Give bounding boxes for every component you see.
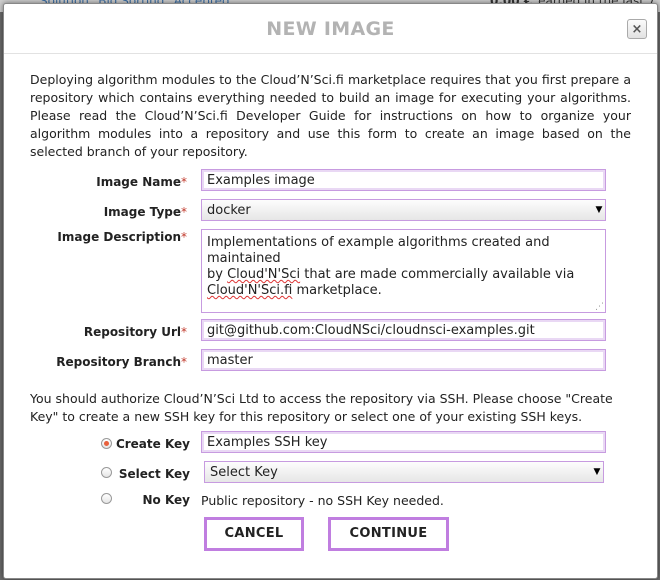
repository-url-label: Repository Url* bbox=[83, 325, 187, 339]
image-type-label: Image Type* bbox=[103, 205, 187, 219]
continue-button[interactable]: CONTINUE bbox=[328, 517, 449, 551]
intro-text: Deploying algorithm modules to the Cloud’N’Sci.fi marketplace requires that you first prepare a repository which contains everything needed to build an image for executing your algorithms. Please read the Cloud’N’Sci.fi Developer Guide for instructions on how to organize your algorithm modules into a repository and use this form to create an image based on the selected branch of your repository. bbox=[30, 72, 631, 159]
repository-branch-label: Repository Branch* bbox=[56, 355, 187, 369]
ssh-key-name-input[interactable]: Examples SSH key bbox=[201, 431, 606, 453]
ssh-key-select-value: Select Key bbox=[210, 465, 278, 480]
chevron-down-icon: ▼ bbox=[593, 467, 601, 477]
create-key-label[interactable]: Create Key bbox=[115, 437, 190, 451]
repository-branch-input[interactable]: master bbox=[201, 349, 606, 371]
resize-grip-icon[interactable]: ⋰ bbox=[595, 302, 604, 312]
no-key-label[interactable]: No Key bbox=[142, 493, 190, 507]
ssh-key-select[interactable] bbox=[204, 461, 604, 483]
ssh-instructions: You should authorize Cloud’N’Sci Ltd to access the repository via SSH. Please choose "Create Key" to create a new SSH key for this repository or select one of your existing SSH keys. bbox=[30, 391, 613, 424]
title-divider bbox=[4, 53, 657, 54]
image-type-value: docker bbox=[207, 203, 251, 218]
select-key-label[interactable]: Select Key bbox=[118, 467, 190, 481]
image-name-label: Image Name* bbox=[96, 175, 187, 189]
close-icon[interactable]: × bbox=[627, 19, 647, 39]
repository-url-input[interactable]: git@github.com:CloudNSci/cloudnsci-examples.git bbox=[201, 319, 606, 341]
description-line-3: Cloud'N'Sci.fi marketplace. bbox=[207, 283, 382, 298]
image-description-label: Image Description* bbox=[57, 230, 187, 244]
image-type-select[interactable] bbox=[201, 199, 606, 221]
image-description-textarea[interactable] bbox=[201, 229, 606, 313]
new-image-dialog bbox=[3, 3, 658, 579]
cancel-button[interactable]: CANCEL bbox=[204, 517, 304, 551]
dialog-title: NEW IMAGE bbox=[266, 18, 395, 40]
no-key-description: Public repository - no SSH Key needed. bbox=[201, 493, 444, 508]
chevron-down-icon: ▼ bbox=[595, 205, 603, 215]
description-line-1: Implementations of example algorithms created and maintained bbox=[207, 235, 550, 266]
description-line-2: by Cloud'N'Sci that are made commercially available via bbox=[207, 267, 575, 282]
image-name-input[interactable]: Examples image bbox=[201, 169, 606, 191]
